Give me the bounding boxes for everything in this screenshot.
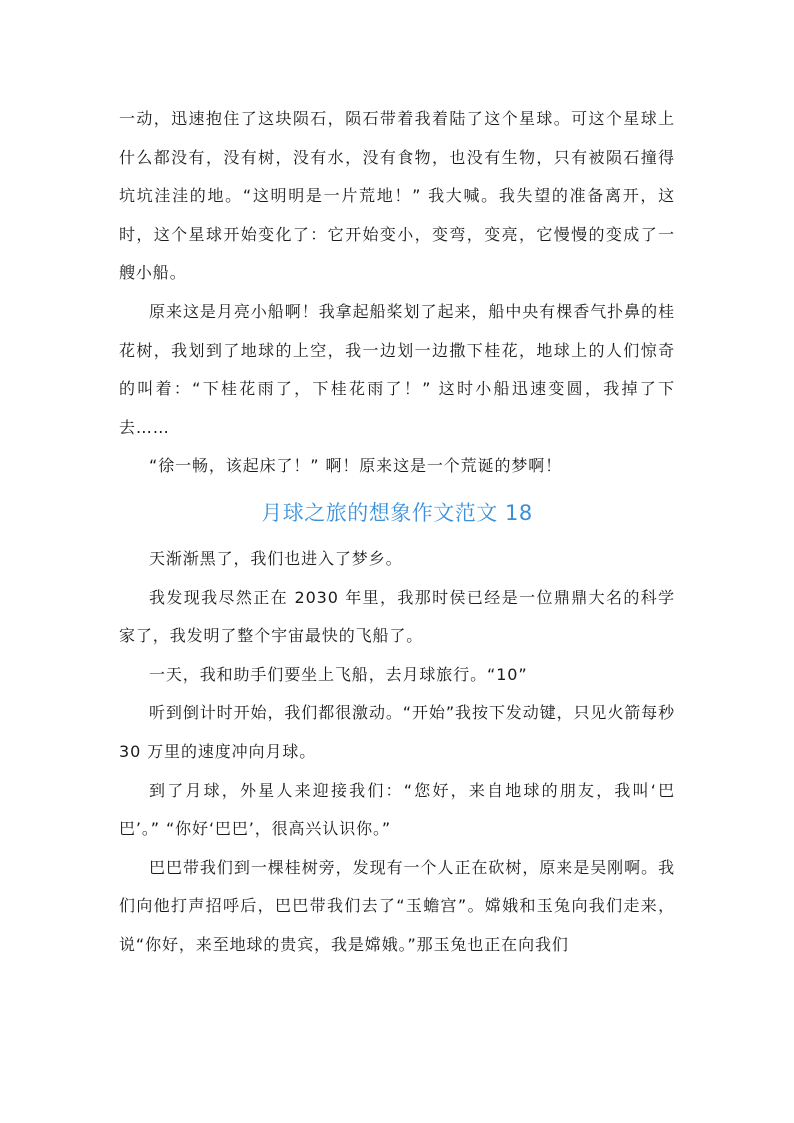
paragraph-8: 到了月球，外星人来迎接我们：“您好，来自地球的朋友，我叫‘巴巴’。” “你好‘巴巴’，很高兴认识你。” <box>119 780 675 839</box>
paragraph-3: “徐一畅，该起床了！” 啊！原来这是一个荒诞的梦啊！ <box>149 456 563 476</box>
section-title: 月球之旅的想象作文范文 18 <box>261 500 533 525</box>
paragraph-1: 一动，迅速抱住了这块陨石，陨石带着我着陆了这个星球。可这个星球上什么都没有，没有树，没有水，没有食物，也没有生物，只有被陨石撞得坑坑洼洼的地。“这明明是一片荒地！” 我大喊。我失望的准备离开，这时，这个星球开始变化了：它开始变小，变弯，变亮，它慢慢的变成了一艘小船。 <box>119 109 675 283</box>
paragraph-2: 原来这是月亮小船啊！我拿起船桨划了起来，船中央有棵香气扑鼻的桂花树，我划到了地球的上空，我一边划一边撒下桂花，地球上的人们惊奇的叫着：“下桂花雨了，下桂花雨了！” 这时小船迅速变圆，我掉了下去…… <box>119 301 675 437</box>
paragraph-5: 我发现我尽然正在 2030 年里，我那时侯已经是一位鼎鼎大名的科学家了，我发明了整个宇宙最快的飞船了。 <box>119 587 675 646</box>
document-body <box>119 100 675 964</box>
paragraph-9: 巴巴带我们到一棵桂树旁，发现有一个人正在砍树，原来是吴刚啊。我们向他打声招呼后，巴巴带我们去了“玉蟾宫”。嫦娥和玉兔向我们走来，说“你好，来至地球的贵宾，我是嫦娥。”那玉兔也正在向我们 <box>119 857 675 954</box>
paragraph-7: 听到倒计时开始，我们都很激动。“开始”我按下发动键，只见火箭每秒 30 万里的速度冲向月球。 <box>119 703 675 761</box>
paragraph-4: 天渐渐黑了，我们也进入了梦乡。 <box>149 548 403 568</box>
paragraph-6: 一天，我和助手们要坐上飞船，去月球旅行。“10” <box>149 664 528 684</box>
